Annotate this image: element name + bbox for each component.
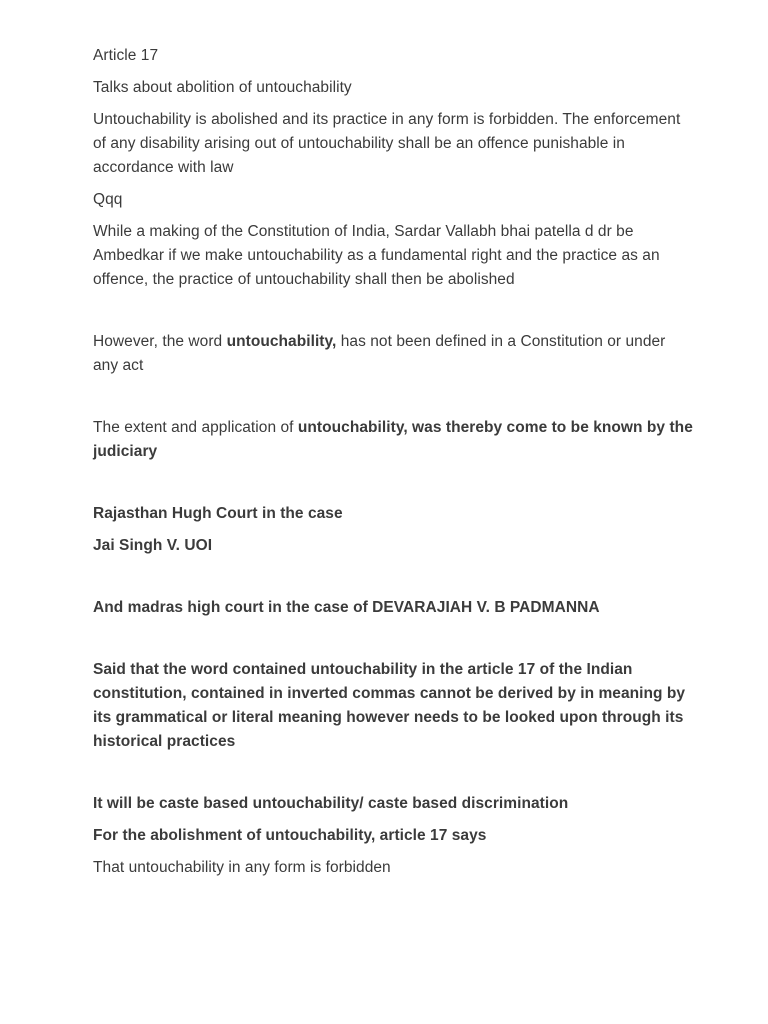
paragraph-definition: Untouchability is abolished and its practice in any form is forbidden. The enforcement of any disability arising out of untouchability shall be an offence punishable in accordance with law (93, 111, 681, 176)
judiciary-pre: The extent and application of (93, 419, 298, 436)
paragraph-forbidden: That untouchability in any form is forbidden (93, 859, 391, 876)
case1-name: Jai Singh V. UOI (93, 537, 213, 554)
article-heading: Article 17 (93, 47, 159, 64)
not-defined-pre: However, the word (93, 333, 227, 350)
case2: And madras high court in the case of DEVARAJIAH V. B PADMANNA (93, 599, 600, 616)
subtitle: Talks about abolition of untouchability (93, 79, 352, 96)
paragraph-judiciary (93, 416, 693, 464)
paragraph-caste: It will be caste based untouchability/ caste based discrimination (93, 795, 569, 812)
paragraph-history: While a making of the Constitution of India, Sardar Vallabh bhai patella d dr be Ambedkar if we make untouchability as a fundamental right and the practice as an offence, the practice of untouchability shall then be abolished (93, 223, 660, 288)
judiciary-bold: untouchability, was thereby come to be known by the judiciary (93, 419, 693, 460)
not-defined-bold: untouchability, (226, 333, 337, 350)
case1-court: Rajasthan Hugh Court in the case (93, 505, 343, 522)
document-page (93, 44, 693, 880)
paragraph-interpretation: Said that the word contained untouchability in the article 17 of the Indian constitution, contained in inverted commas cannot be derived by in meaning by its grammatical or literal meaning however needs to be looked upon through its historical practices (93, 661, 686, 750)
paragraph-not-defined (93, 330, 693, 378)
qqq-note: Qqq (93, 191, 123, 208)
not-defined-post: has not been defined in a Constitution or under any act (93, 333, 666, 374)
paragraph-abolishment: For the abolishment of untouchability, article 17 says (93, 827, 487, 844)
